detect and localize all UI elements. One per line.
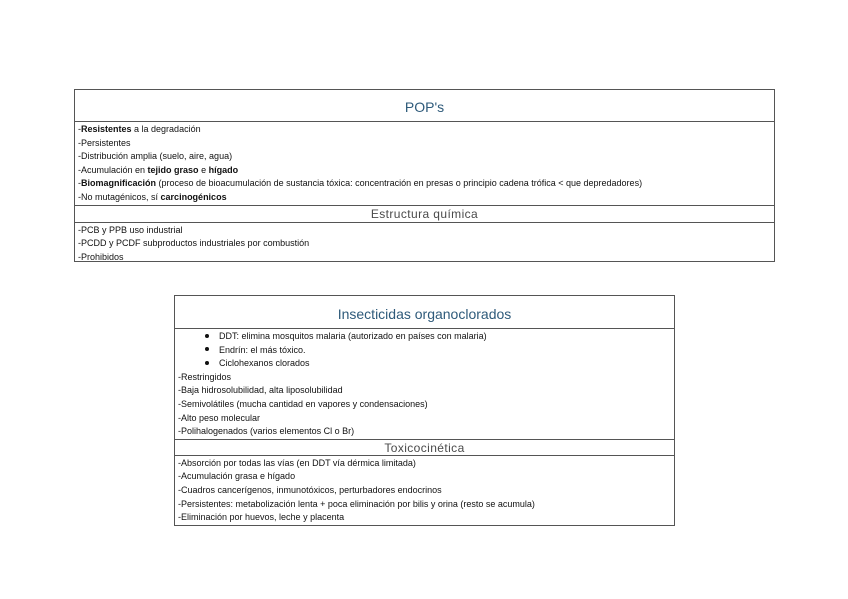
item-bold-text: hígado — [208, 164, 239, 175]
organochlorine-table — [174, 295, 675, 526]
item-prefix: - — [78, 178, 81, 189]
organochlorine-title: Insecticidas organoclorados — [175, 296, 674, 329]
bullet-item — [178, 330, 674, 344]
item-text: a la degradación — [131, 124, 201, 134]
list-item: -Polihalogenados (varios elementos Cl o Br) — [178, 426, 355, 437]
list-item: -Eliminación por huevos, leche y placenta — [178, 512, 345, 523]
item-text: (proceso de bioacumulación de sustancia tóxica: concentración en presas o principio cadena trófica < que depredadores) — [156, 178, 643, 189]
item-text: Persistentes — [81, 137, 131, 148]
item-prefix: - — [78, 151, 81, 162]
bullet-text: DDT: elimina mosquitos malaria (autorizado en países con malaria) — [219, 331, 487, 341]
bullet-icon — [205, 361, 209, 365]
item-bold-text: Biomagnificación — [81, 178, 157, 189]
toxicokinetics-subheader: Toxicocinética — [175, 439, 674, 456]
list-item: -Alto peso molecular — [178, 412, 261, 423]
item-text: e — [198, 164, 209, 175]
item-prefix: - — [78, 137, 81, 148]
bullet-item — [178, 357, 674, 371]
list-item — [78, 177, 774, 191]
item-prefix: - — [78, 164, 81, 175]
bullet-icon — [205, 347, 209, 351]
list-item — [78, 137, 774, 151]
pops-properties-list — [75, 122, 774, 205]
list-item — [78, 123, 774, 137]
list-item — [78, 191, 774, 205]
chemical-structure-list — [75, 223, 774, 265]
bullet-icon — [205, 334, 209, 338]
list-item: -Absorción por todas las vías (en DDT vía dérmica limitada) — [178, 457, 416, 468]
list-item — [78, 150, 774, 164]
bullet-text: Ciclohexanos clorados — [219, 358, 310, 369]
list-item: -Baja hidrosolubilidad, alta liposolubilidad — [178, 385, 343, 396]
toxicokinetics-list — [175, 456, 674, 525]
list-item: -PCB y PPB uso industrial — [78, 224, 183, 235]
bullet-item — [178, 344, 674, 358]
list-item: -Acumulación grasa e hígado — [178, 471, 296, 482]
chemical-structure-subheader: Estructura química — [75, 205, 774, 223]
item-prefix: - — [78, 124, 81, 134]
list-item: -Prohibidos — [78, 251, 124, 262]
list-item: -PCDD y PCDF subproductos industriales por combustión — [78, 238, 310, 249]
item-text: No mutagénicos, sí — [81, 191, 161, 202]
list-item: -Semivolátiles (mucha cantidad en vapores y condensaciones) — [178, 398, 428, 409]
list-item — [78, 164, 774, 178]
item-bold-text: Resistentes — [81, 124, 132, 134]
item-bold-text: carcinogénicos — [160, 191, 227, 202]
item-text: Distribución amplia (suelo, aire, agua) — [81, 151, 233, 162]
item-prefix: - — [78, 191, 81, 202]
list-item: -Persistentes: metabolización lenta + poca eliminación por bilis y orina (resto se acumula) — [178, 498, 535, 509]
item-text: Acumulación en — [81, 164, 148, 175]
list-item: -Cuadros cancerígenos, inmunotóxicos, perturbadores endocrinos — [178, 484, 442, 495]
list-item: -Restringidos — [178, 371, 232, 382]
pops-table — [74, 89, 775, 262]
item-bold-text: tejido graso — [147, 164, 199, 175]
bullet-text: Endrín: el más tóxico. — [219, 344, 306, 355]
pops-title: POP's — [75, 90, 774, 122]
organochlorine-properties-list — [175, 329, 674, 439]
